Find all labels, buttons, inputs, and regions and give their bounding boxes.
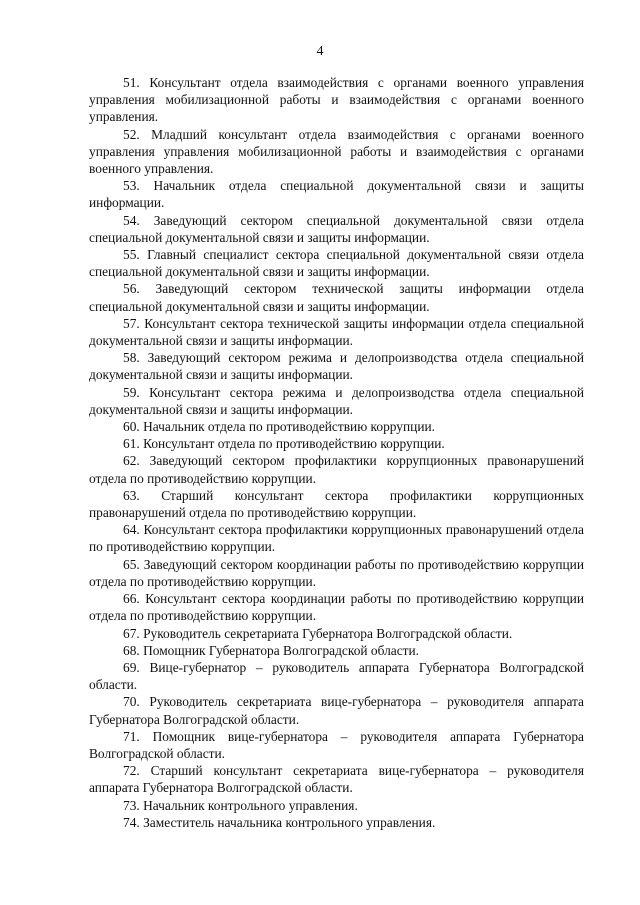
list-item: 56. Заведующий сектором технической защиты информации отдела специальной документальной связи и защиты информации. bbox=[89, 281, 584, 314]
list-item: 60. Начальник отдела по противодействию коррупции. bbox=[123, 419, 436, 435]
list-item: 57. Консультант сектора технической защиты информации отдела специальной документальной связи и защиты информации. bbox=[89, 315, 584, 349]
list-item: 66. Консультант сектора координации работы по противодействию коррупции отдела по противодействию коррупции. bbox=[89, 591, 584, 624]
list-item: 65. Заведующий сектором координации работы по противодействию коррупции отдела по противодействию коррупции. bbox=[89, 556, 584, 589]
list-item: 53. Начальник отдела специальной документальной связи и защиты информации. bbox=[89, 178, 584, 211]
position-list bbox=[89, 74, 584, 831]
list-item: 63. Старший консультант сектора профилактики коррупционных правонарушений отдела по противодействию коррупции. bbox=[89, 487, 584, 521]
list-item: 51. Консультант отдела взаимодействия с органами военного управления управления мобилизационной работы и взаимодействия с органами военного управления. bbox=[89, 75, 584, 125]
page-number: 4 bbox=[316, 44, 324, 59]
list-item: 69. Вице-губернатор – руководитель аппарата Губернатора Волгоградской области. bbox=[89, 659, 584, 693]
list-item: 70. Руководитель секретариата вице-губернатора – руководителя аппарата Губернатора Волгоградской области. bbox=[89, 694, 584, 727]
list-item: 64. Консультант сектора профилактики коррупционных правонарушений отдела по противодействию коррупции. bbox=[89, 522, 584, 555]
list-item: 62. Заведующий сектором профилактики коррупционных правонарушений отдела по противодействию коррупции. bbox=[89, 453, 584, 486]
list-item: 61. Консультант отдела по противодействию коррупции. bbox=[123, 436, 445, 452]
list-item: 59. Консультант сектора режима и делопроизводства отдела специальной документальной связи и защиты информации. bbox=[89, 384, 584, 417]
list-item: 74. Заместитель начальника контрольного управления. bbox=[123, 814, 436, 830]
list-item: 55. Главный специалист сектора специальной документальной связи отдела специальной документальной связи и защиты информации. bbox=[89, 247, 584, 280]
list-item: 73. Начальник контрольного управления. bbox=[123, 797, 358, 813]
list-item: 58. Заведующий сектором режима и делопроизводства отдела специальной документальной связи и защиты информации. bbox=[89, 350, 584, 383]
list-item: 71. Помощник вице-губернатора – руководителя аппарата Губернатора Волгоградской области. bbox=[89, 728, 584, 761]
list-item: 54. Заведующий сектором специальной документальной связи отдела специальной документальной связи и защиты информации. bbox=[89, 212, 584, 245]
list-item: 52. Младший консультант отдела взаимодействия с органами военного управления управления мобилизационной работы и взаимодействия с органами военного управления. bbox=[89, 126, 584, 177]
list-item: 72. Старший консультант секретариата вице-губернатора – руководителя аппарата Губернатора Волгоградской области. bbox=[89, 763, 584, 796]
list-item: 67. Руководитель секретариата Губернатора Волгоградской области. bbox=[123, 625, 513, 641]
list-item: 68. Помощник Губернатора Волгоградской области. bbox=[123, 642, 420, 658]
